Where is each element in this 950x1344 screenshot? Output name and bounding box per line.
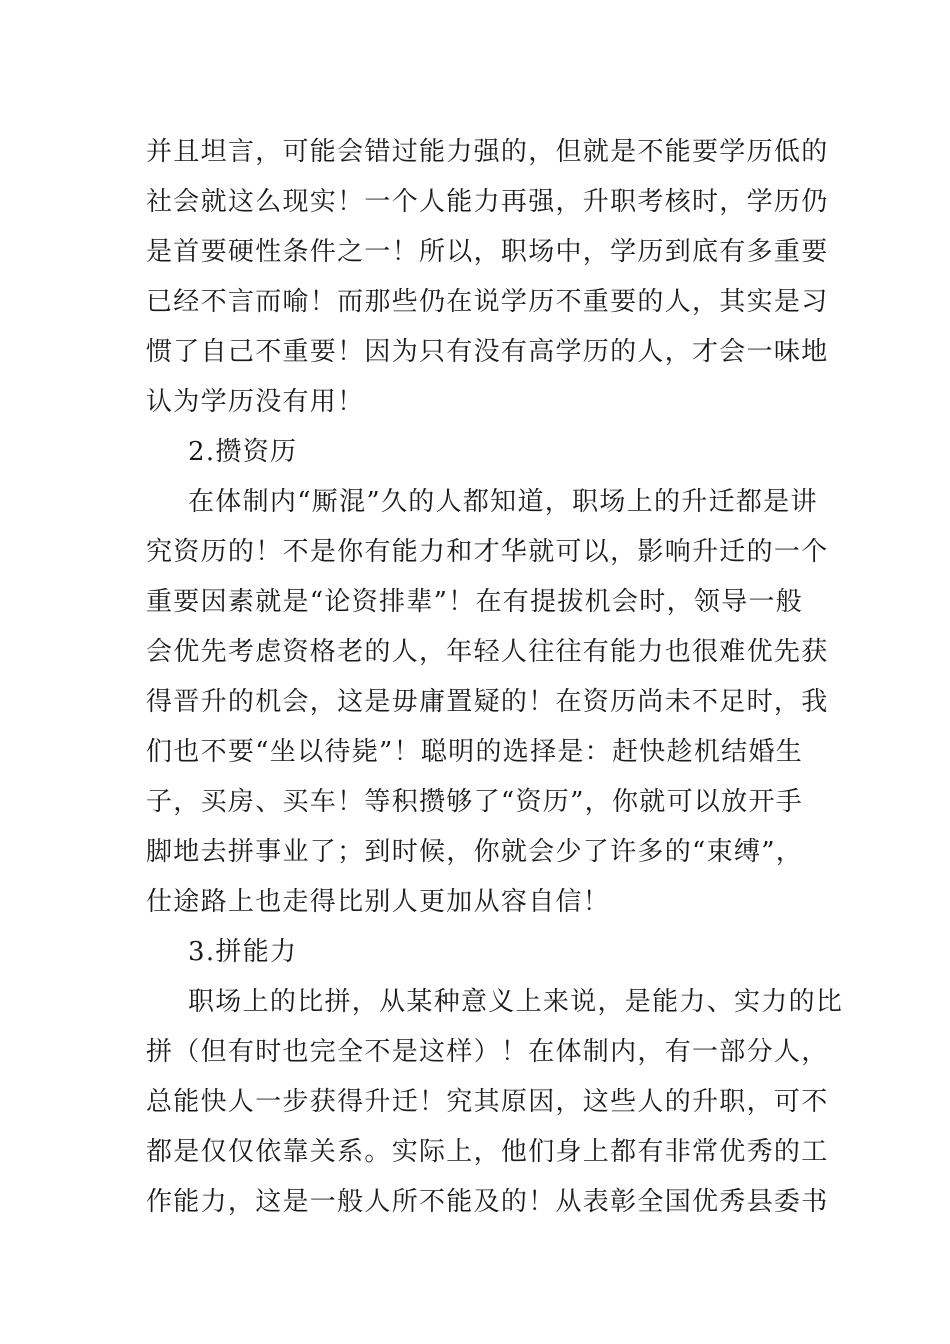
- paragraph-line: 职场上的比拼，从某种意义上来说，是能力、实力的比: [188, 987, 844, 1017]
- document-body: [146, 127, 844, 1227]
- paragraph-line: 并且坦言，可能会错过能力强的，但就是不能要学历低的: [146, 137, 829, 167]
- paragraph-line: 都是仅仅依靠关系。实际上，他们身上都有非常优秀的工: [146, 1137, 829, 1167]
- paragraph-line: 重要因素就是“论资排辈”！在有提拔机会时，领导一般: [146, 587, 804, 617]
- paragraph-line: 在体制内“厮混”久的人都知道，职场上的升迁都是讲: [188, 487, 818, 517]
- paragraph-line: 已经不言而喻！而那些仍在说学历不重要的人，其实是习: [146, 287, 829, 317]
- paragraph-line: 脚地去拼事业了；到时候，你就会少了许多的“束缚”，: [146, 837, 804, 867]
- paragraph-line: 惯了自己不重要！因为只有没有高学历的人，才会一味地: [146, 337, 829, 367]
- paragraph-line: 得晋升的机会，这是毋庸置疑的！在资历尚未不足时，我: [146, 687, 829, 717]
- section-heading: 2.攒资历: [188, 437, 298, 467]
- paragraph-line: 拼（但有时也完全不是这样）！在体制内，有一部分人，: [146, 1037, 829, 1067]
- paragraph-line: 社会就这么现实！一个人能力再强，升职考核时，学历仍: [146, 187, 829, 217]
- section-heading: 3.拼能力: [188, 937, 298, 967]
- paragraph-line: 究资历的！不是你有能力和才华就可以，影响升迁的一个: [146, 537, 829, 567]
- paragraph-line: 子，买房、买车！等积攒够了“资历”，你就可以放开手: [146, 787, 804, 817]
- paragraph-line: 仕途路上也走得比别人更加从容自信！: [146, 887, 611, 917]
- paragraph-line: 认为学历没有用！: [146, 387, 365, 417]
- paragraph-line: 总能快人一步获得升迁！究其原因，这些人的升职，可不: [146, 1087, 829, 1117]
- paragraph-line: 作能力，这是一般人所不能及的！从表彰全国优秀县委书: [146, 1187, 829, 1217]
- paragraph-line: 会优先考虑资格老的人，年轻人往往有能力也很难优先获: [146, 637, 829, 667]
- paragraph-line: 们也不要“坐以待毙”！聪明的选择是：赶快趁机结婚生: [146, 737, 804, 767]
- paragraph-line: 是首要硬性条件之一！所以，职场中，学历到底有多重要: [146, 237, 829, 267]
